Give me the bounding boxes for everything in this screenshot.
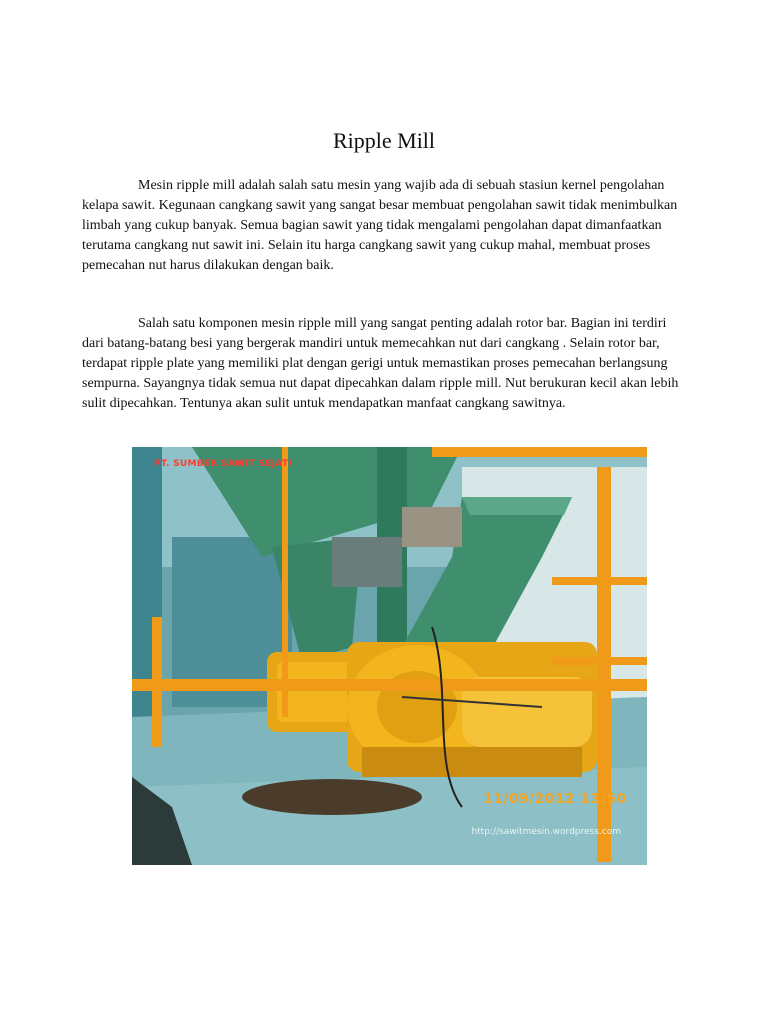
photo-banner: PT. SUMBER SAWIT SEJATI — [154, 459, 292, 469]
paragraph-2: Salah satu komponen mesin ripple mill yang sangat penting adalah rotor bar. Bagian ini terdiri dari batang-batang besi yang bergerak mandiri untuk memecahkan nut dari cangkang . Selain rotor bar, terdapat ripple plate yang memiliki plat dengan gerigi untuk memastikan proses pemecahan berlangsung sempurna. Sayangnya tidak semua nut dapat dipecahkan dalam ripple mill. Nut berukuran kecil akan lebih sulit dipecahkan. Tentunya akan sulit untuk mendapatkan manfaat cangkang sawitnya. — [82, 316, 679, 411]
document-title: Ripple Mill — [332, 128, 436, 153]
photo-timestamp: 11/09/2012 13:50 — [483, 792, 627, 807]
photo-watermark: http://sawitmesin.wordpress.com — [471, 827, 621, 837]
ripple-mill-photo — [132, 447, 647, 865]
paragraph-1: Mesin ripple mill adalah salah satu mesin yang wajib ada di sebuah stasiun kernel pengolahan kelapa sawit. Kegunaan cangkang sawit yang sangat besar membuat pengolahan sawit tidak menimbulkan limbah yang cukup banyak. Semua bagian sawit yang tidak mengalami pengolahan dapat dimanfaatkan terutama cangkang nut sawit ini. Selain itu harga cangkang sawit yang cukup mahal, membuat proses pemecahan nut harus dilakukan dengan baik. — [82, 178, 678, 273]
